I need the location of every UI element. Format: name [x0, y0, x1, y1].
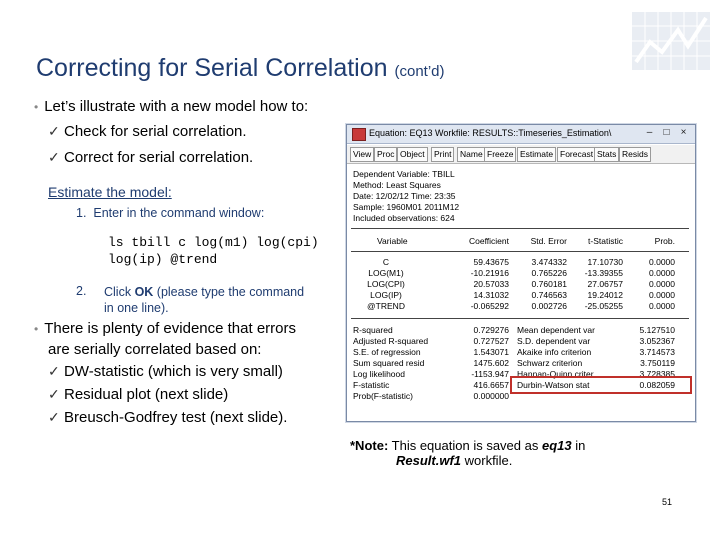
note-text-c: workfile.	[461, 453, 513, 468]
command-code-line-1: ls tbill c log(m1) log(cpi)	[108, 235, 319, 250]
coef-cell: LOG(CPI)	[367, 279, 405, 289]
coef-header-t-statistic: t-Statistic	[588, 236, 623, 246]
coef-cell: 14.31032	[473, 290, 509, 300]
toolbar-name-button[interactable]: Name	[457, 147, 486, 162]
estimate-heading: Estimate the model:	[48, 184, 172, 200]
stats-cell: 0.727527	[473, 336, 509, 346]
check-item-5	[48, 409, 287, 426]
eviews-app-icon	[352, 128, 366, 141]
coef-cell: 0.0000	[649, 301, 675, 311]
coef-header-coefficient: Coefficient	[468, 236, 509, 246]
coef-cell: 20.57033	[473, 279, 509, 289]
coef-cell: 0.0000	[649, 268, 675, 278]
coef-cell: -13.39355	[584, 268, 623, 278]
coef-cell: LOG(IP)	[370, 290, 402, 300]
output-divider	[351, 318, 689, 319]
stats-cell: R-squared	[353, 325, 393, 335]
check-item-4	[48, 386, 228, 403]
coef-cell: -0.065292	[470, 301, 509, 311]
coef-cell: 3.474332	[531, 257, 567, 267]
stats-cell: 3.750119	[640, 358, 675, 368]
bullet-dot-icon: •	[34, 322, 39, 336]
step-1-number: 1.	[76, 206, 87, 220]
bullet-evidence-text-a: There is plenty of evidence that errors	[44, 320, 296, 337]
stats-cell: 3.714573	[639, 347, 675, 357]
check-mark-icon: ✓	[48, 363, 60, 379]
output-header-line: Dependent Variable: TBILL	[353, 169, 455, 179]
toolbar-view-button[interactable]: View	[350, 147, 374, 162]
stats-cell: 5.127510	[639, 325, 675, 335]
stats-cell: Sum squared resid	[353, 358, 425, 368]
coef-cell: 0.0000	[649, 257, 675, 267]
stats-cell: 0.000000	[473, 391, 509, 401]
check-item-2	[48, 149, 253, 166]
coef-cell: -25.05255	[584, 301, 623, 311]
coef-cell: 0.760181	[531, 279, 567, 289]
check-item-4-text: Residual plot (next slide)	[64, 386, 229, 403]
stats-cell: 1.543071	[473, 347, 509, 357]
maximize-icon[interactable]: □	[663, 127, 670, 138]
note-text	[350, 438, 585, 468]
coef-cell: 0.002726	[531, 301, 567, 311]
bullet-illustrate	[34, 98, 308, 115]
page-number: 51	[662, 497, 673, 507]
stats-cell: Hannan-Quinn criter.	[517, 369, 596, 379]
stats-cell: 1475.602	[473, 358, 509, 368]
output-header-line: Included observations: 624	[353, 213, 455, 223]
note-text-a: This equation is saved as	[388, 438, 542, 453]
step-2-ok: OK	[134, 285, 154, 299]
minimize-icon[interactable]: –	[646, 127, 653, 138]
output-header-line: Method: Least Squares	[353, 180, 441, 190]
slide-title	[36, 54, 445, 83]
toolbar-stats-button[interactable]: Stats	[594, 147, 619, 162]
note-text-b: in	[571, 438, 586, 453]
coef-cell: -10.21916	[470, 268, 509, 278]
coef-header-prob: Prob.	[654, 236, 675, 246]
bullet-dot-icon: •	[34, 100, 39, 114]
stats-cell: 3.728385	[639, 369, 675, 379]
stats-cell: S.D. dependent var	[517, 336, 591, 346]
stats-cell: F-statistic	[353, 380, 390, 390]
window-title: Equation: EQ13 Workfile: RESULTS::Timeseries_Estimation\	[369, 128, 612, 138]
step-2	[76, 284, 86, 298]
check-mark-icon: ✓	[48, 149, 60, 165]
output-header-line: Date: 12/02/12 Time: 23:35	[353, 191, 456, 201]
toolbar-freeze-button[interactable]: Freeze	[484, 147, 516, 162]
coef-cell: 0.0000	[649, 290, 675, 300]
durbin-watson-label: Durbin-Watson stat	[517, 380, 590, 390]
step-2-body	[104, 284, 304, 316]
stats-cell: Mean dependent var	[517, 325, 595, 335]
check-item-1-text: Check for serial correlation.	[64, 123, 247, 140]
coef-cell: 0.765226	[531, 268, 567, 278]
coef-cell: 17.10730	[587, 257, 623, 267]
toolbar-resids-button[interactable]: Resids	[619, 147, 651, 162]
note-label: *Note:	[350, 438, 389, 453]
bullet-evidence-cont: are serially correlated based on:	[48, 341, 262, 358]
stats-cell: 416.6657	[473, 380, 509, 390]
window-titlebar[interactable]	[347, 125, 695, 144]
check-item-3-text: DW-statistic (which is very small)	[64, 363, 283, 380]
step-2-text-a: Click	[104, 285, 135, 299]
slide-title-sub: (cont’d)	[394, 63, 445, 80]
stats-cell: 3.052367	[639, 336, 675, 346]
output-header-line: Sample: 1960M01 2011M12	[353, 202, 460, 212]
stats-cell: -1153.947	[471, 369, 509, 379]
check-item-2-text: Correct for serial correlation.	[64, 149, 254, 166]
toolbar-proc-button[interactable]: Proc	[374, 147, 397, 162]
command-code-line-2: log(ip) @trend	[108, 252, 218, 267]
coef-cell: 27.06757	[587, 279, 623, 289]
output-divider	[351, 251, 689, 252]
coef-cell: C	[382, 257, 390, 267]
step-1-text: Enter in the command window:	[93, 206, 265, 220]
coef-cell: 0.746563	[531, 290, 567, 300]
coef-cell: 59.43675	[473, 257, 509, 267]
toolbar-print-button[interactable]: Print	[431, 147, 454, 162]
close-icon[interactable]: ×	[680, 127, 687, 138]
check-mark-icon: ✓	[48, 409, 60, 425]
stats-cell: Log likelihood	[353, 369, 405, 379]
step-2-number: 2.	[76, 284, 87, 298]
stats-cell: Prob(F-statistic)	[353, 391, 413, 401]
durbin-watson-value: 0.082059	[639, 380, 675, 390]
step-1	[76, 206, 264, 220]
coef-cell: 0.0000	[649, 279, 675, 289]
coef-cell: 19.24012	[587, 290, 623, 300]
step-2-text-c: in one line).	[104, 301, 169, 315]
check-item-5-text: Breusch-Godfrey test (next slide).	[64, 409, 288, 426]
toolbar-object-button[interactable]: Object	[397, 147, 428, 162]
stats-cell: 0.729276	[473, 325, 509, 335]
note-equation-name: eq13	[541, 438, 572, 453]
stats-cell: Schwarz criterion	[517, 358, 583, 368]
window-toolbar	[347, 145, 695, 164]
step-2-text-b: (please type the command	[153, 285, 305, 299]
stats-cell: S.E. of regression	[353, 347, 421, 357]
stats-cell: Adjusted R-squared	[353, 336, 429, 346]
slide-title-text: Correcting for Serial Correlation	[36, 54, 388, 82]
check-item-3	[48, 363, 283, 380]
check-item-1	[48, 123, 247, 140]
coef-cell: @TREND	[367, 301, 405, 311]
bullet-evidence	[34, 320, 296, 337]
note-workfile-name: Result.wf1	[396, 453, 462, 468]
stats-cell: Akaike info criterion	[517, 347, 592, 357]
check-mark-icon: ✓	[48, 386, 60, 402]
durbin-watson-highlight	[510, 376, 692, 394]
command-code	[108, 234, 319, 268]
toolbar-forecast-button[interactable]: Forecast	[557, 147, 596, 162]
output-divider	[351, 228, 689, 229]
toolbar-estimate-button[interactable]: Estimate	[517, 147, 556, 162]
coef-header-variable: Variable	[377, 236, 408, 246]
check-mark-icon: ✓	[48, 123, 60, 139]
bullet-illustrate-text: Let’s illustrate with a new model how to:	[44, 98, 309, 115]
trend-chart-logo-icon	[632, 12, 710, 70]
coef-header-std-error: Std. Error	[530, 236, 567, 246]
coef-cell: LOG(M1)	[368, 268, 404, 278]
